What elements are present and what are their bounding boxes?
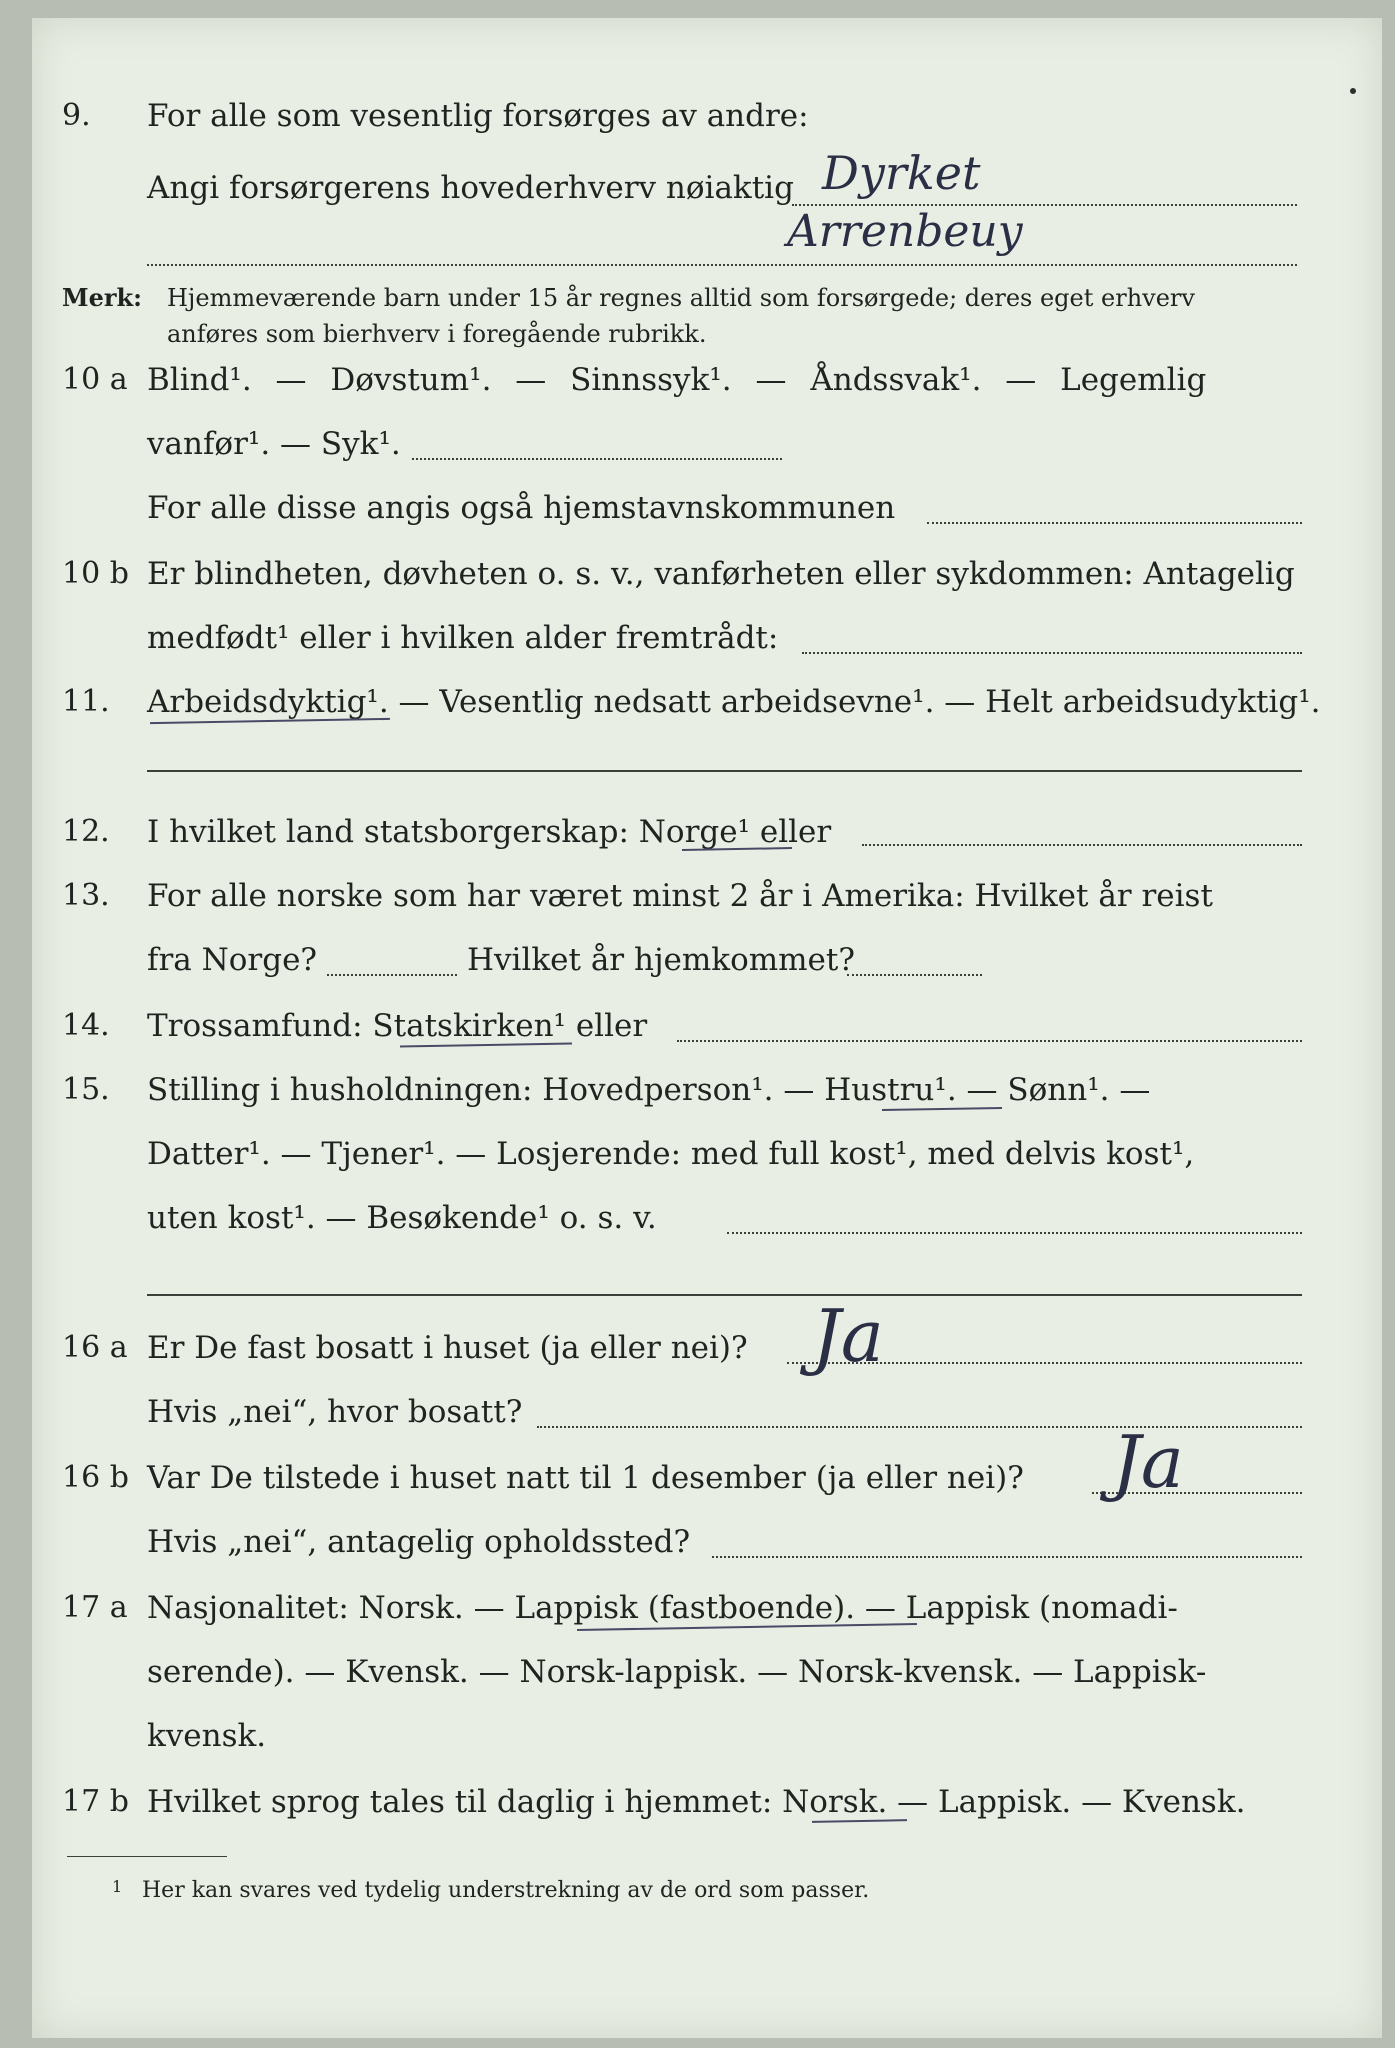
answer-dotted-line (147, 264, 1297, 266)
question-16a-row-1 (32, 1294, 1382, 1378)
question-number: 15. (62, 1072, 110, 1107)
question-text: Hvilket sprog tales til daglig i hjemmet: Norsk. — Lappisk. — Kvensk. (147, 1784, 1246, 1820)
answer-rule-line (147, 770, 1302, 772)
merk-text: anføres som bierhverv i foregående rubrikk. (167, 320, 707, 348)
question-13-row-1 (32, 868, 1382, 924)
question-text: For alle norske som har været minst 2 år i Amerika: Hvilket år reist (147, 878, 1213, 914)
footnote-rule (67, 1856, 227, 1857)
question-text: Angi forsørgerens hovederhverv nøiaktig (147, 170, 794, 206)
question-9-row-2 (32, 146, 1382, 216)
question-number: 11. (62, 684, 110, 719)
question-text: Blind¹. — Døvstum¹. — Sinnssyk¹. — Åndssvak¹. — Legemlig (147, 362, 1207, 398)
merk-label: Merk: (62, 283, 142, 312)
answer-dotted-line (847, 974, 982, 976)
question-10a-row-3 (32, 480, 1382, 536)
question-9-row-3 (32, 206, 1382, 274)
question-text: Er blindheten, døvheten o. s. v., vanførheten eller sykdommen: Antagelig (147, 556, 1295, 592)
question-text: Hvilket år hjemkommet? (467, 942, 855, 978)
question-16b-row-2 (32, 1514, 1382, 1570)
question-text: Arbeidsdyktig¹. — Vesentlig nedsatt arbeidsevne¹. — Helt arbeidsudyktig¹. (147, 684, 1321, 720)
question-text: For alle disse angis også hjemstavnskommunen (147, 490, 896, 526)
question-15-row-1 (32, 1062, 1382, 1118)
question-number: 10 a (62, 362, 128, 397)
answer-dotted-line (412, 458, 782, 460)
answer-dotted-line (677, 1040, 1302, 1042)
question-text: serende). — Kvensk. — Norsk-lappisk. — Norsk-kvensk. — Lappisk- (147, 1654, 1207, 1690)
question-text: kvensk. (147, 1718, 267, 1754)
answer-dotted-line (862, 844, 1302, 846)
answer-dotted-line (802, 652, 1302, 654)
question-10a-row-1 (32, 352, 1382, 408)
answer-dotted-line (327, 974, 457, 976)
question-number: 17 a (62, 1590, 128, 1625)
question-text: uten kost¹. — Besøkende¹ o. s. v. (147, 1200, 657, 1236)
question-number: 12. (62, 814, 110, 849)
question-text: Nasjonalitet: Norsk. — Lappisk (fastboende). — Lappisk (nomadi- (147, 1590, 1178, 1626)
question-text: I hvilket land statsborgerskap: Norge¹ eller (147, 814, 832, 850)
question-number: 16 a (62, 1330, 128, 1365)
question-text: Datter¹. — Tjener¹. — Losjerende: med full kost¹, med delvis kost¹, (147, 1136, 1195, 1172)
handwritten-answer: Arrenbeuy (787, 206, 1023, 257)
merk-text: Hjemmeværende barn under 15 år regnes alltid som forsørgede; deres eget erhverv (167, 284, 1195, 312)
question-14-row-1 (32, 998, 1382, 1054)
question-number: 13. (62, 878, 110, 913)
question-17b-row-1 (32, 1774, 1382, 1830)
footnote-mark: 1 (112, 1877, 123, 1896)
question-text: vanfør¹. — Syk¹. (147, 426, 401, 462)
question-17a-row-3 (32, 1708, 1382, 1764)
question-text: Var De tilstede i huset natt til 1 desember (ja eller nei)? (147, 1460, 1024, 1496)
question-15-row-2 (32, 1126, 1382, 1182)
question-text: Er De fast bosatt i huset (ja eller nei)? (147, 1330, 748, 1366)
question-10a-row-2 (32, 416, 1382, 472)
question-11-row-1 (32, 674, 1382, 730)
question-15-row-3 (32, 1190, 1382, 1246)
handwritten-answer: Ja (1112, 1420, 1184, 1504)
question-text: fra Norge? (147, 942, 318, 978)
answer-rule-line (147, 1294, 1302, 1296)
footnote-text: Her kan svares ved tydelig understrekning av de ord som passer. (142, 1878, 870, 1903)
question-16b-row-1 (32, 1420, 1382, 1506)
answer-dotted-line (712, 1556, 1302, 1558)
question-12-row-1 (32, 804, 1382, 860)
question-17a-row-2 (32, 1644, 1382, 1700)
handwritten-answer: Ja (812, 1294, 884, 1378)
question-text: Hvis „nei“, antagelig opholdssted? (147, 1524, 691, 1560)
merk-note (32, 280, 1382, 360)
question-9-row-1 (32, 88, 1382, 144)
answer-dotted-line (927, 522, 1302, 524)
answer-dotted-line (727, 1232, 1302, 1234)
question-number: 16 b (62, 1460, 129, 1495)
question-number: 14. (62, 1008, 110, 1043)
question-text: Trossamfund: Statskirken¹ eller (147, 1008, 648, 1044)
question-17a-row-1 (32, 1580, 1382, 1636)
question-text: Stilling i husholdningen: Hovedperson¹. — Hustru¹. — Sønn¹. — (147, 1072, 1151, 1108)
question-10b-row-2 (32, 610, 1382, 666)
question-number: 10 b (62, 556, 129, 591)
question-text: For alle som vesentlig forsørges av andre: (147, 98, 809, 134)
answer-dotted-line (537, 1426, 1302, 1428)
question-number: 9. (62, 98, 91, 133)
question-text: Hvis „nei“, hvor bosatt? (147, 1394, 523, 1430)
question-13-row-2 (32, 932, 1382, 988)
question-10b-row-1 (32, 546, 1382, 602)
question-text: medfødt¹ eller i hvilken alder fremtrådt: (147, 620, 779, 656)
question-number: 17 b (62, 1784, 129, 1819)
handwritten-answer: Dyrket (822, 146, 981, 200)
census-form-sheet (32, 18, 1382, 2038)
